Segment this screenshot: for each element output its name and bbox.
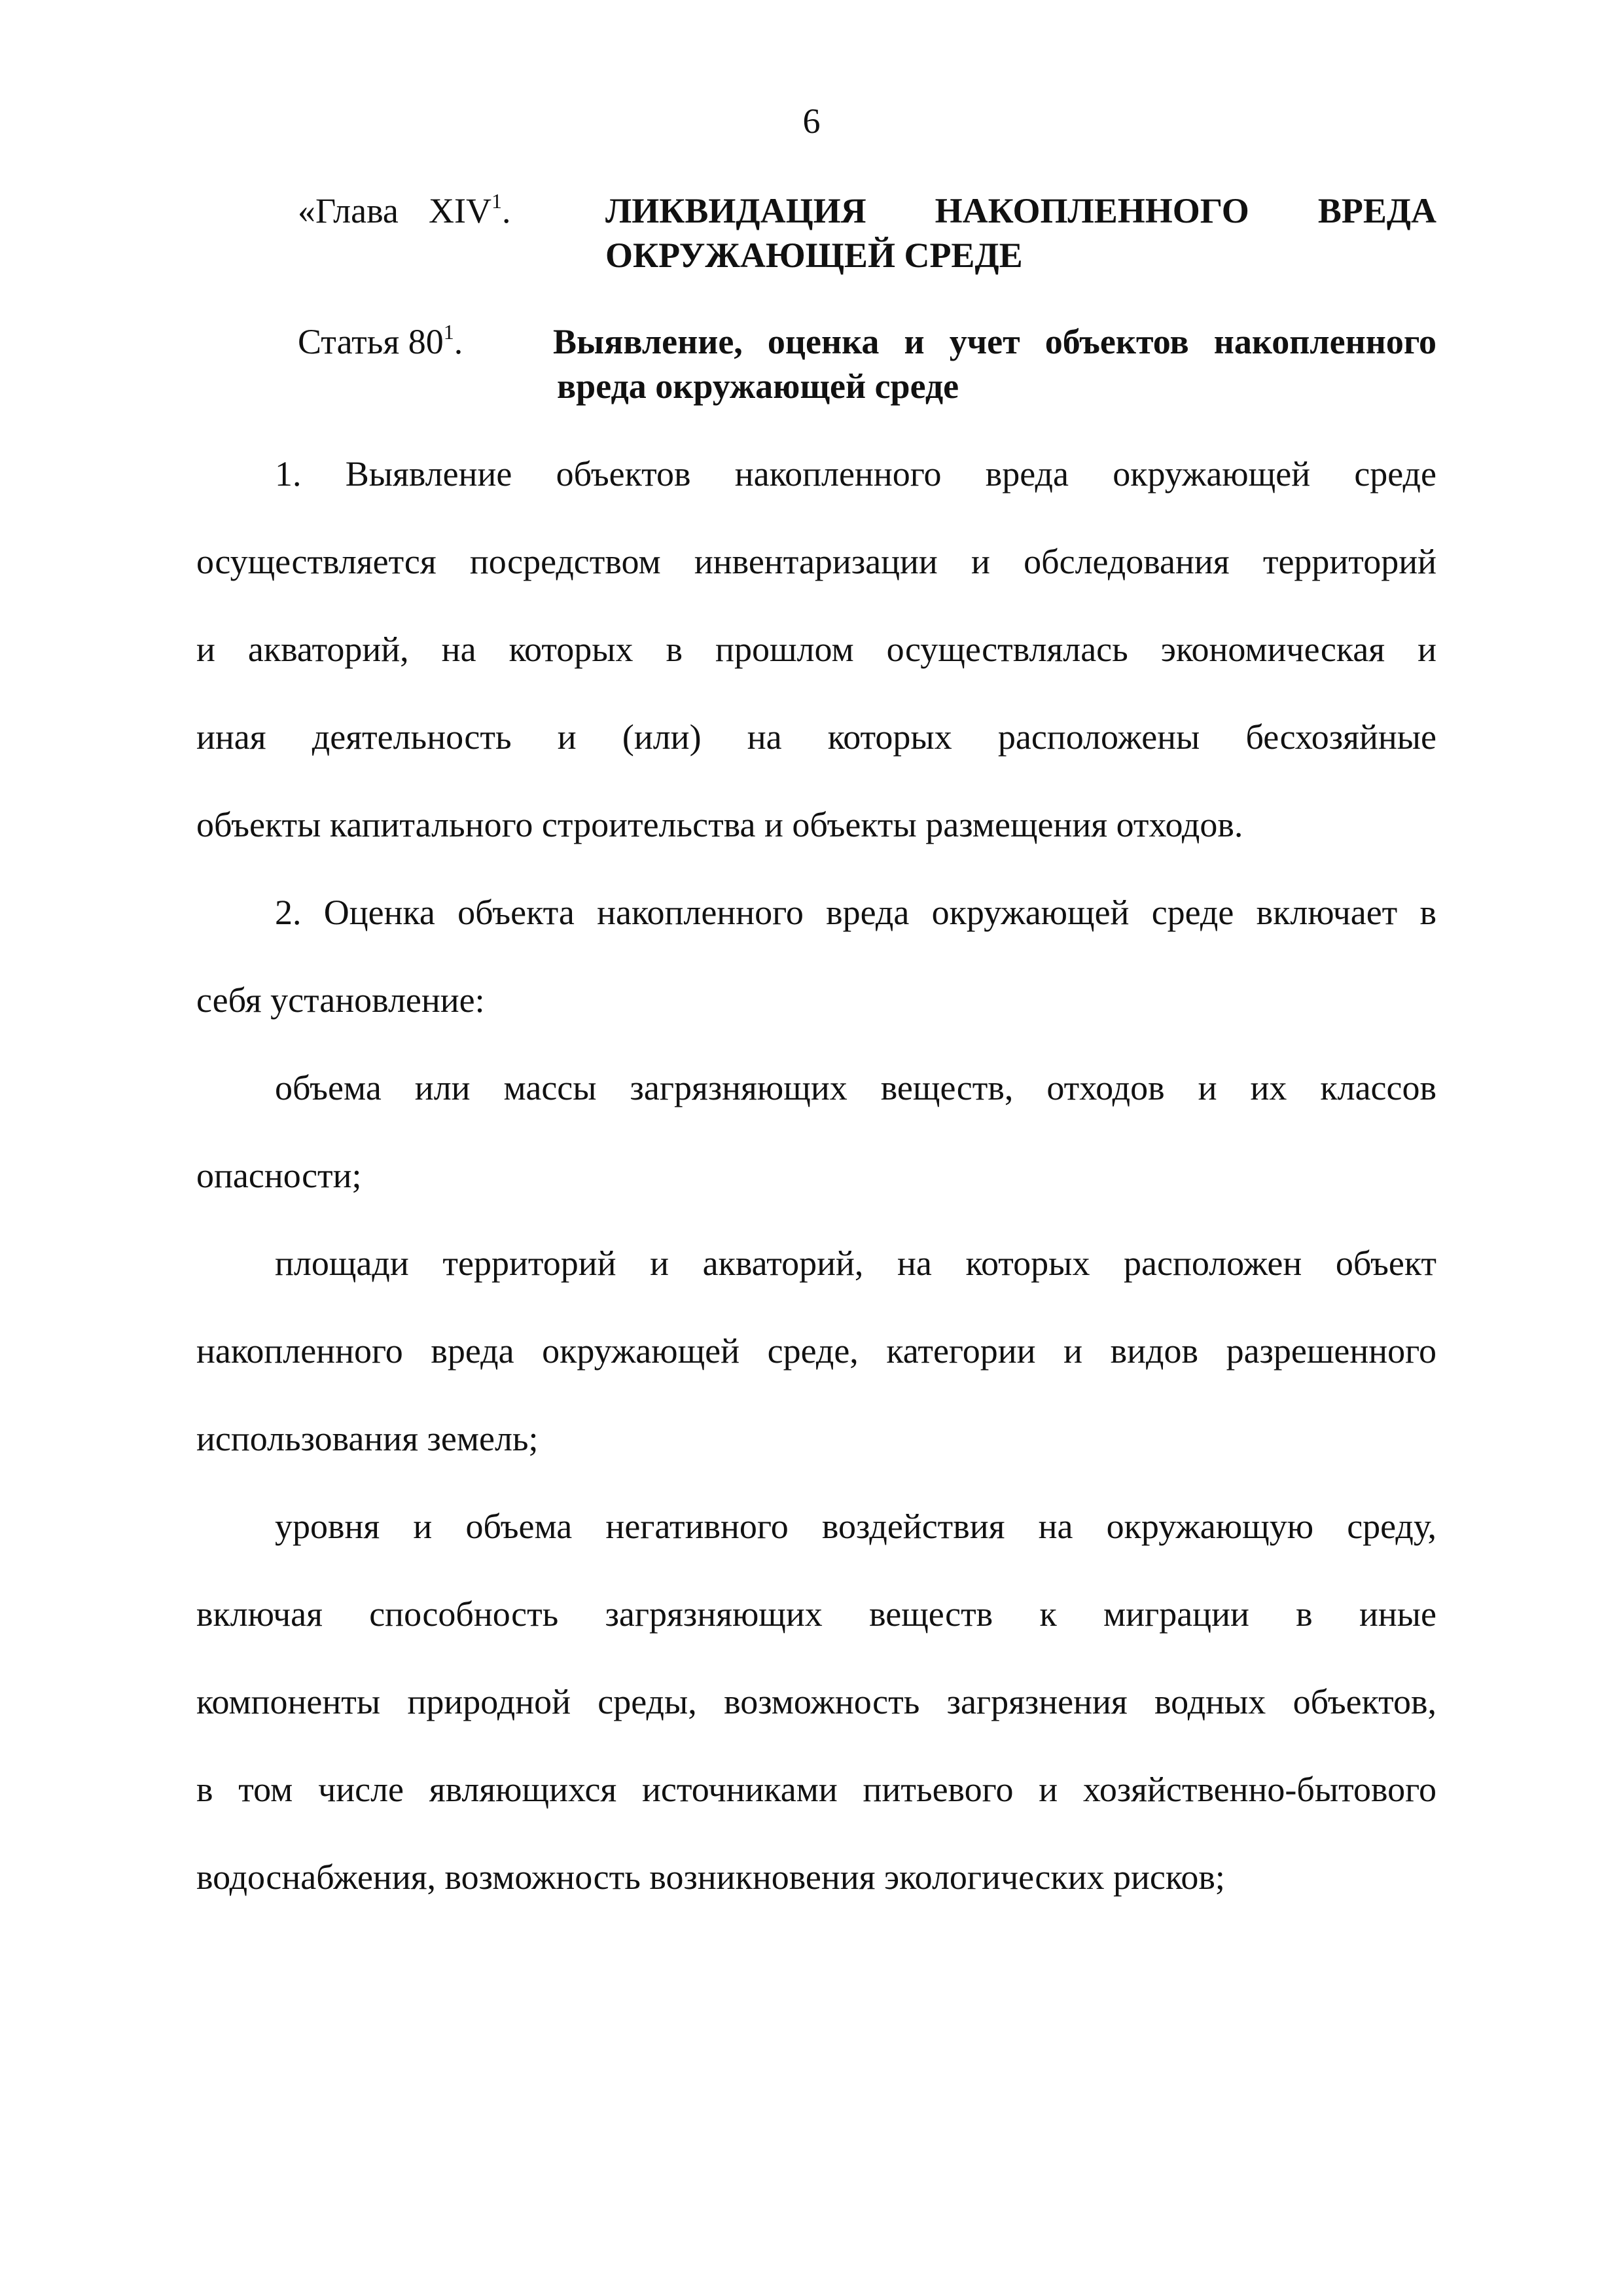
- body-line: иная деятельность и (или) на которых расположены бесхозяйные: [196, 717, 1436, 757]
- body-line: осуществляется посредством инвентаризации и обследования территорий: [196, 542, 1436, 581]
- body-line: в том числе являющихся источниками питьевого и хозяйственно-бытового: [196, 1770, 1436, 1809]
- body-line: использования земель;: [196, 1419, 539, 1458]
- chapter-title-line: ОКРУЖАЮЩЕЙ СРЕДЕ: [605, 236, 1023, 275]
- body-line: включая способность загрязняющих веществ к миграции в иные: [196, 1594, 1436, 1634]
- article-number-superscript: 1: [443, 320, 454, 344]
- chapter-label: «Глава: [298, 191, 399, 230]
- body-line: площади территорий и акваторий, на которых расположен объект: [275, 1244, 1436, 1283]
- chapter-prefix: [298, 188, 510, 233]
- article-prefix: Статья $80^1$.: [298, 320, 463, 361]
- article-title-line: Выявление, оценка и учет объектов накопленного: [553, 322, 1436, 361]
- chapter-number-superscript: 1: [491, 189, 502, 213]
- body-line: водоснабжения, возможность возникновения экологических рисков;: [196, 1857, 1225, 1897]
- article-title-line: вреда окружающей среде: [557, 367, 959, 406]
- chapter-number: XIV$^1$.: [429, 189, 511, 230]
- body-line: опасности;: [196, 1156, 362, 1195]
- article-body: [196, 452, 1436, 1943]
- body-line: накопленного вреда окружающей среде, категории и видов разрешенного: [196, 1331, 1436, 1371]
- chapter-title-line: ЛИКВИДАЦИЯ НАКОПЛЕННОГО ВРЕДА: [605, 191, 1436, 230]
- body-line: объекты капитального строительства и объекты размещения отходов.: [196, 805, 1243, 844]
- body-line: компоненты природной среды, возможность загрязнения водных объектов,: [196, 1682, 1436, 1721]
- page-number: 6: [802, 101, 821, 141]
- body-line: себя установление:: [196, 980, 485, 1020]
- article-title: [553, 319, 1436, 408]
- body-line: 1. Выявление объектов накопленного вреда окружающей среде: [275, 454, 1436, 493]
- body-line: 2. Оценка объекта накопленного вреда окружающей среде включает в: [275, 893, 1436, 932]
- article-label: Статья 80: [298, 322, 444, 361]
- body-line: и акваторий, на которых в прошлом осуществлялась экономическая и: [196, 630, 1436, 669]
- body-line: объема или массы загрязняющих веществ, отходов и их классов: [275, 1068, 1436, 1107]
- body-line: уровня и объема негативного воздействия на окружающую среду,: [275, 1507, 1436, 1546]
- chapter-title: [605, 188, 1436, 278]
